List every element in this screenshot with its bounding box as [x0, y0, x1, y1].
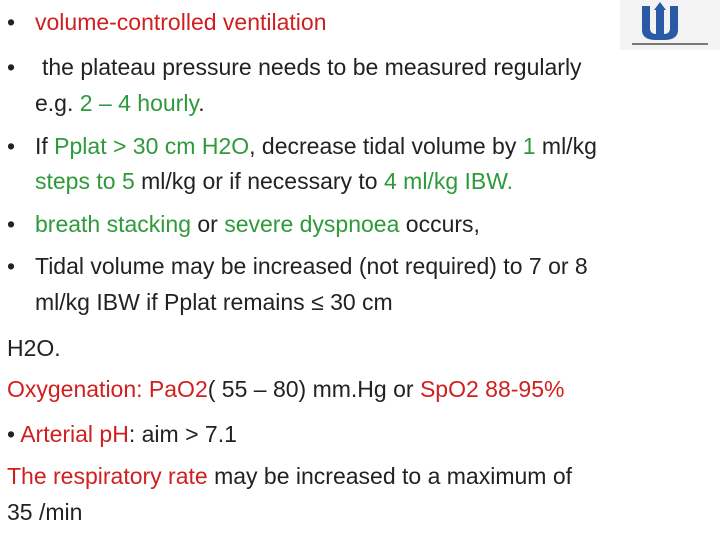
university-logo-emblem-icon: [620, 0, 720, 50]
text: occurs,: [399, 211, 480, 237]
text: ml/kg or if necessary to: [134, 168, 384, 194]
highlight-text: 5: [121, 168, 135, 194]
highlight-text: 2 – 4 hourly: [79, 90, 199, 116]
highlight-text: Oxygenation:: [7, 376, 149, 402]
highlight-text: steps to: [35, 168, 122, 194]
bullet-text: Tidal volume may be increased (not required) to 7 or 8: [35, 253, 588, 279]
text: If: [35, 133, 55, 159]
highlight-text: severe dyspnoea: [224, 211, 400, 237]
text: 35 /min: [7, 499, 83, 525]
text: H2O.: [7, 335, 61, 361]
text: ml/kg: [535, 133, 597, 159]
text: •: [7, 421, 21, 447]
highlight-text: 4 ml/kg IBW.: [383, 168, 514, 194]
highlight-text: 1: [522, 133, 536, 159]
bullet-text: ml/kg IBW if Pplat remains ≤ 30 cm: [35, 289, 393, 315]
bullet-marker: •: [7, 54, 16, 80]
highlight-text: PaO2: [148, 376, 208, 402]
text: , decrease tidal volume by: [249, 133, 523, 159]
bullet-marker: •: [7, 133, 16, 159]
text: : aim > 7.1: [128, 421, 237, 447]
bullet-marker: •: [7, 253, 16, 279]
bullet-text: volume-controlled ventilation: [35, 9, 327, 35]
highlight-text: SpO2: [419, 376, 479, 402]
highlight-text: The respiratory rate: [7, 463, 208, 489]
text: e.g.: [35, 90, 80, 116]
bullet-marker: •: [7, 211, 16, 237]
bullet-marker: •: [7, 9, 16, 35]
text: or: [190, 211, 225, 237]
text: .: [198, 90, 205, 116]
bullet-text: the plateau pressure needs to be measured regularly: [42, 54, 582, 80]
highlight-text: 88-95%: [478, 376, 565, 402]
highlight-text: Arterial pH: [20, 421, 129, 447]
text: ( 55 – 80) mm.Hg or: [207, 376, 420, 402]
text: may be increased to a maximum of: [207, 463, 573, 489]
highlight-text: breath stacking: [35, 211, 191, 237]
highlight-text: Pplat > 30 cm H2O: [54, 133, 250, 159]
logo: [620, 0, 720, 50]
